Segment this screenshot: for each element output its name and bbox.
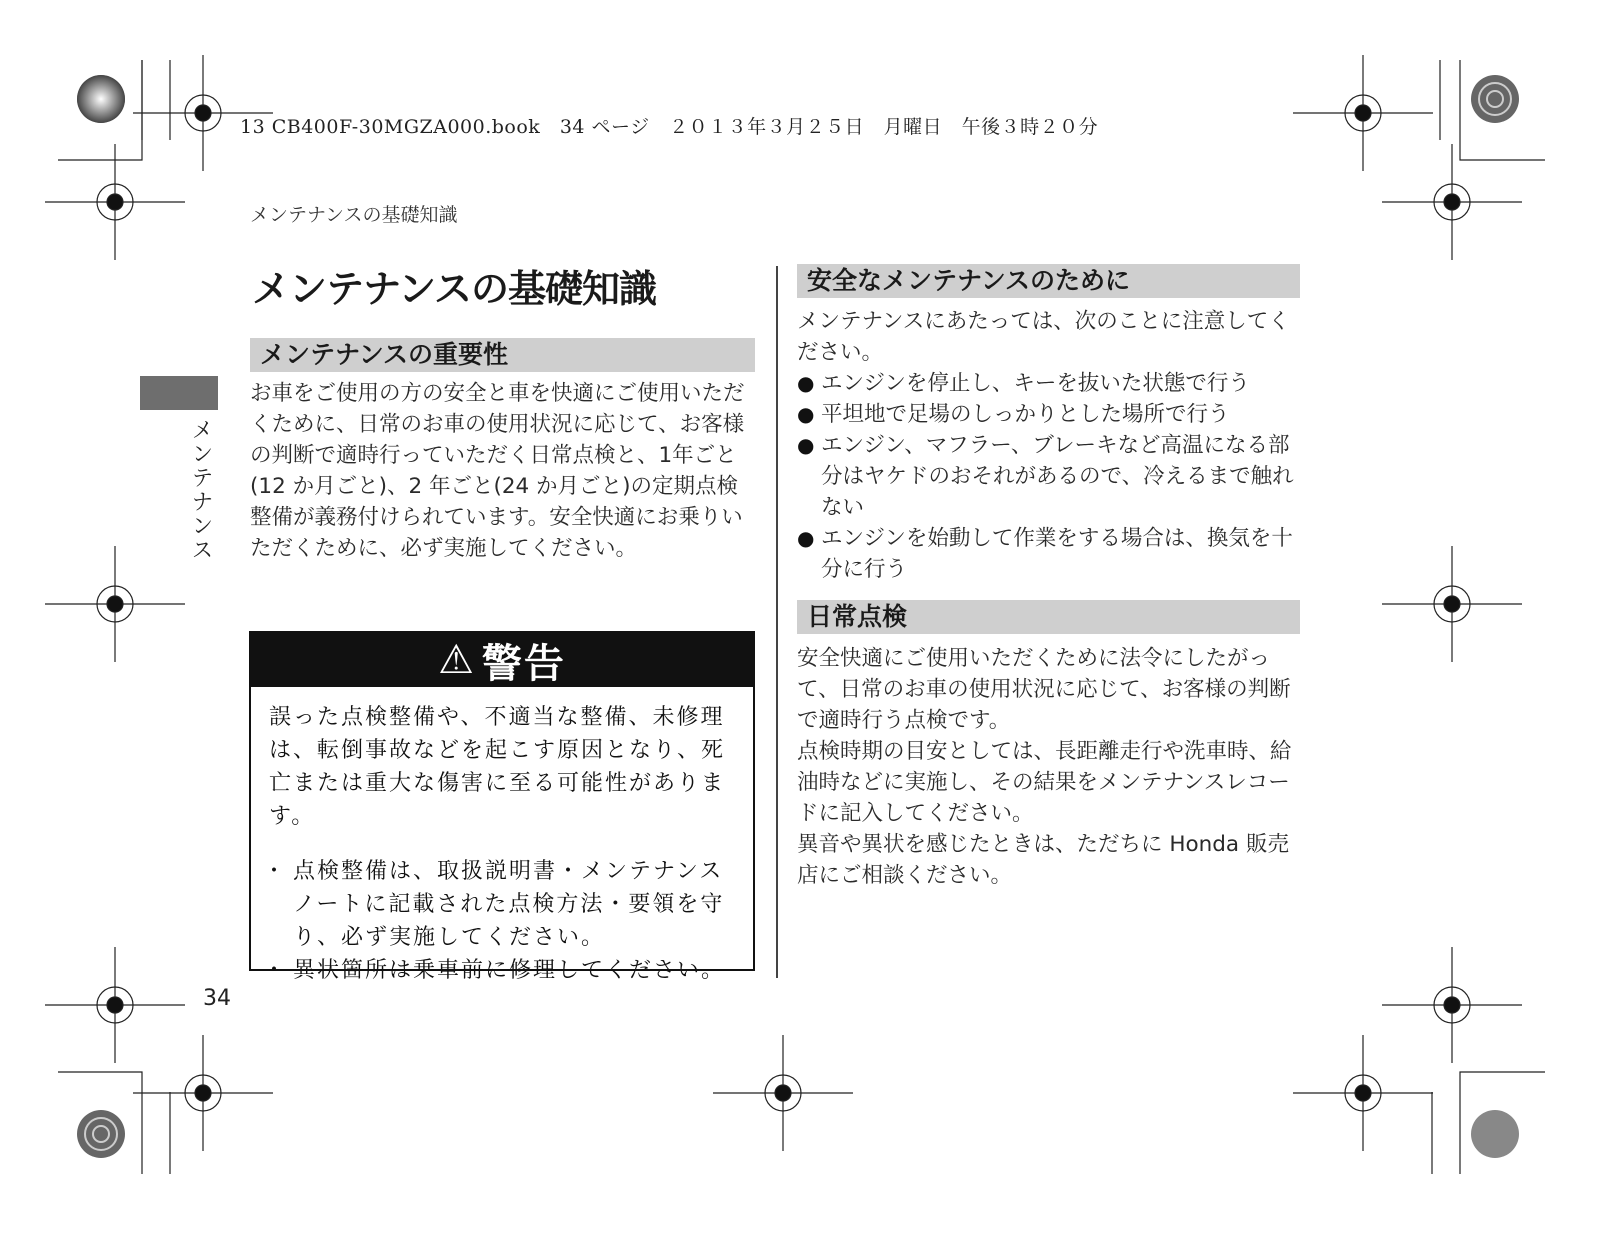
registration-crosshair	[45, 546, 185, 662]
registration-crosshair	[1293, 1035, 1433, 1151]
warning-title: 警告	[481, 640, 566, 687]
warning-box	[249, 631, 755, 983]
section-heading-daily-inspection: 日常点検	[797, 600, 1300, 634]
page-number: 34	[203, 986, 231, 1011]
column-divider	[776, 266, 778, 978]
registration-crosshair	[713, 1035, 853, 1151]
page-title: メンテナンスの基礎知識	[252, 267, 656, 311]
importance-body	[250, 378, 756, 564]
safety-item: ● エンジン、マフラー、ブレーキなど高温になる部分はヤケドのおそれがあるので、冷えるまで触れない	[797, 430, 1303, 523]
daily-paragraph: 点検時期の目安としては、長距離走行や洗車時、給油時などに実施し、その結果をメンテナンスレコードに記入してください。	[797, 739, 1292, 826]
importance-paragraph: お車をご使用の方の安全と車を快適にご使用いただくために、日常のお車の使用状況に応じて、お客様の判断で適時行っていただく日常点検と、1年ごと(12 か月ごと)、2 年ごと(24 か月ごと)の定期点検整備が義務付けられています。安全快適にお乗りいただくために、必ず実施してください。	[250, 381, 745, 561]
bullet-icon: ●	[797, 402, 815, 426]
registration-crosshair	[45, 947, 185, 1063]
sunburst-target-bl	[77, 1110, 125, 1158]
daily-inspection-body	[797, 643, 1303, 891]
registration-crosshair	[1382, 546, 1522, 662]
chapter-tab-label: メンテナンス	[188, 418, 213, 562]
section-heading-importance: メンテナンスの重要性	[250, 338, 755, 372]
bullet-icon: ●	[797, 371, 815, 395]
warning-list	[269, 855, 737, 987]
safety-list	[797, 368, 1303, 585]
running-head: メンテナンスの基礎知識	[250, 204, 458, 226]
safety-body	[797, 306, 1303, 585]
sunburst-target-tl	[77, 75, 125, 123]
safety-item: ● 平坦地で足場のしっかりとした場所で行う	[797, 399, 1303, 430]
section-heading-safety: 安全なメンテナンスのために	[797, 264, 1300, 298]
registration-crosshair	[45, 144, 185, 260]
warning-item: ・ 異状箇所は乗車前に修理してください。	[269, 954, 737, 987]
warning-body	[251, 687, 753, 987]
registration-crosshair	[133, 1035, 273, 1151]
registration-crosshair	[1382, 947, 1522, 1063]
sunburst-target-br	[1471, 1110, 1519, 1158]
daily-paragraph: 異音や異状を感じたときは、ただちに Honda 販売店にご相談ください。	[797, 832, 1289, 888]
chapter-tab	[140, 376, 218, 410]
warning-header	[251, 633, 753, 687]
safety-intro: メンテナンスにあたっては、次のことに注意してください。	[797, 309, 1290, 365]
sunburst-target-tr	[1471, 75, 1519, 123]
registration-crosshair	[1293, 55, 1433, 171]
bullet-icon: ●	[797, 526, 815, 550]
daily-paragraph: 安全快適にご使用いただくために法令にしたがって、日常のお車の使用状況に応じて、お客様の判断で適時行う点検です。	[797, 646, 1291, 733]
registration-crosshair	[1382, 144, 1522, 260]
warning-item: ・ 点検整備は、取扱説明書・メンテナンスノートに記載された点検方法・要領を守り、必ず実施してください。	[269, 855, 737, 954]
warning-text: 誤った点検整備や、不適当な整備、未修理は、転倒事故などを起こす原因となり、死亡または重大な傷害に至る可能性があります。	[269, 705, 726, 829]
book-file-header: 13 CB400F-30MGZA000.book 34 ページ ２０１３年３月２５日 月曜日 午後３時２０分	[240, 116, 1099, 138]
safety-item: ● エンジンを停止し、キーを抜いた状態で行う	[797, 368, 1303, 399]
warning-triangle-icon: ⚠	[438, 637, 476, 683]
safety-item: ● エンジンを始動して作業をする場合は、換気を十分に行う	[797, 523, 1303, 585]
bullet-icon: ●	[797, 433, 815, 457]
